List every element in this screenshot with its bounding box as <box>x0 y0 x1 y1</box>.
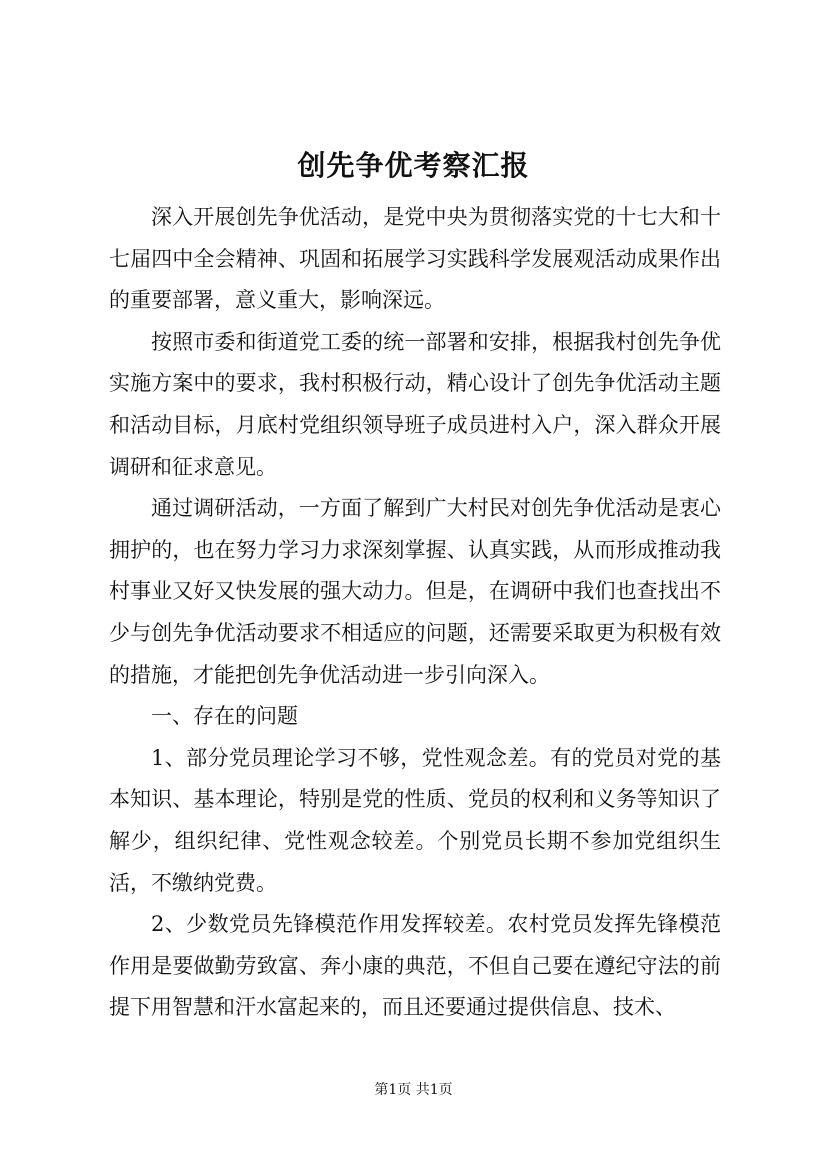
paragraph-arrangement: 按照市委和街道党工委的统一部署和安排，根据我村创先争优实施方案中的要求，我村积极行动，精心设计了创先争优活动主题和活动目标，月底村党组织领导班子成员进村入户，深入群众开展调研和征求意见。 <box>109 329 721 479</box>
document-body <box>109 197 721 1029</box>
paragraph-research: 通过调研活动，一方面了解到广大村民对创先争优活动是衷心拥护的，也在努力学习力求深刻掌握、认真实践，从而形成推动我村事业又好又快发展的强大动力。但是，在调研中我们也查找出不少与创先争优活动要求不相适应的问题，还需要采取更为积极有效的措施，才能把创先争优活动进一步引向深入。 <box>109 496 721 687</box>
page-footer: 第1页 共1页 <box>374 1082 453 1098</box>
paragraph-problem-1: 1、部分党员理论学习不够，党性观念差。有的党员对党的基本知识、基本理论，特别是党的性质、党员的权利和义务等知识了解少，组织纪律、党性观念较差。个别党员长期不参加党组织生活，不缴纳党费。 <box>109 745 721 895</box>
paragraph-intro: 深入开展创先争优活动，是党中央为贯彻落实党的十七大和十七届四中全会精神、巩固和拓展学习实践科学发展观活动成果作出的重要部署，意义重大，影响深远。 <box>109 205 721 313</box>
section-heading-problems: 一、存在的问题 <box>151 704 298 729</box>
paragraph-problem-2: 2、少数党员先锋模范作用发挥较差。农村党员发挥先锋模范作用是要做勤劳致富、奔小康的典范，不但自己要在遵纪守法的前提下用智慧和汗水富起来的，而且还要通过提供信息、技术、 <box>109 912 721 1020</box>
document-title: 创先争优考察汇报 <box>297 149 530 182</box>
